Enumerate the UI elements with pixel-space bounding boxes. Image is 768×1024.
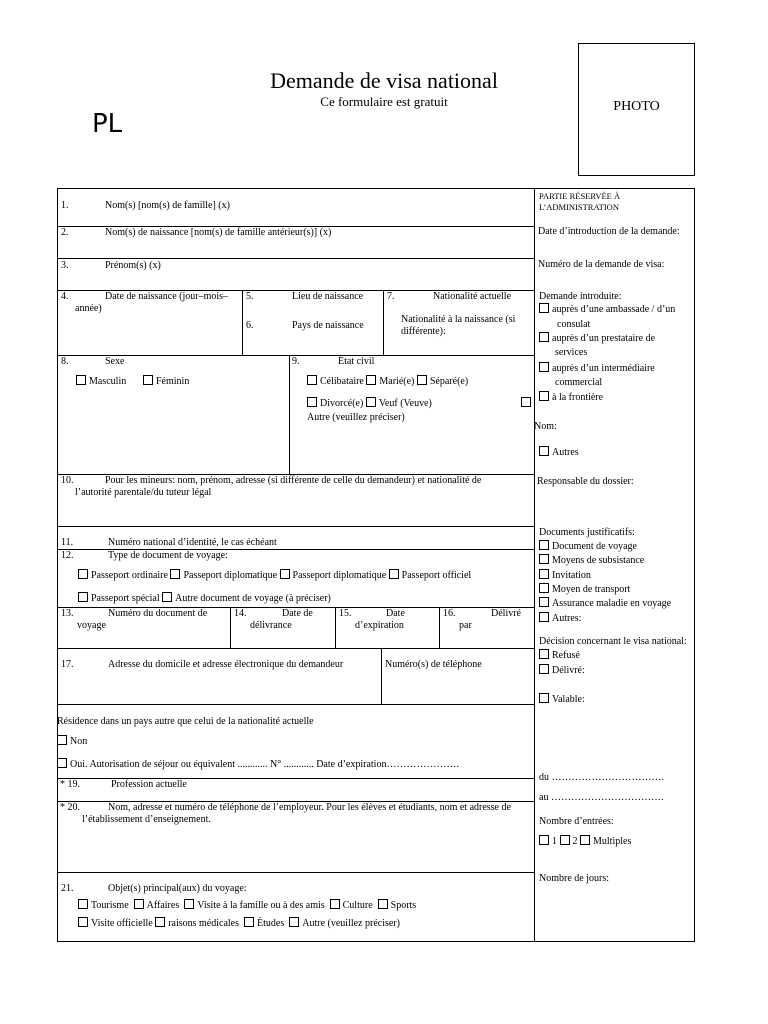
admin-doc-invitation[interactable]: Invitation <box>539 569 591 582</box>
admin-valid-from: du ……………………………. <box>539 772 664 783</box>
field-20-label-cont: l’établissement d’enseignement. <box>82 814 211 825</box>
checkbox[interactable] <box>78 917 88 927</box>
sex-female[interactable]: Féminin <box>143 375 189 388</box>
checkbox[interactable] <box>539 664 549 674</box>
admin-decision-valid[interactable]: Valable: <box>539 693 585 706</box>
checkbox[interactable] <box>78 569 88 579</box>
checkbox[interactable] <box>244 917 254 927</box>
field-13-label: 13. Numéro du document de <box>61 608 208 619</box>
residence-no[interactable]: Non <box>57 735 87 748</box>
checkbox[interactable] <box>539 391 549 401</box>
admin-intro-date: Date d’introduction de la demande: <box>538 226 680 237</box>
purpose-row-2[interactable]: Visite officielle raisons médicales Études Autre (veuillez préciser) <box>78 917 400 930</box>
checkbox[interactable] <box>307 375 317 385</box>
field-16-label: 16. Délivré <box>443 608 521 619</box>
field-20-label: * 20. Nom, adresse et numéro de téléphone de l’employeur. Pour les élèves et étudiants, nom et adresse de <box>60 802 511 813</box>
field-17-label: 17. Adresse du domicile et adresse électronique du demandeur <box>61 659 344 670</box>
field-6-label: 6. Pays de naissance <box>246 320 364 331</box>
field-2-label: 2. Nom(s) de naissance [nom(s) de famille antérieur(s)] (x) <box>61 227 332 238</box>
admin-entries: Nombre d’entrées: <box>539 816 614 827</box>
field-16-label-cont: par <box>459 620 472 631</box>
checkbox[interactable] <box>280 569 290 579</box>
sex-male[interactable]: Masculin <box>76 375 126 388</box>
admin-sub-opt-provider-cont: services <box>555 347 588 358</box>
field-14-label: 14. Date de <box>234 608 313 619</box>
admin-divider <box>534 188 535 942</box>
checkbox[interactable] <box>366 397 376 407</box>
checkbox[interactable] <box>560 835 570 845</box>
field-11-label: 11. Numéro national d’identité, le cas échéant <box>61 537 277 548</box>
admin-sub-opt-intermediary[interactable]: auprès d’un intermédiaire <box>539 362 655 375</box>
field-15-label: 15. Date <box>339 608 405 619</box>
admin-entry-options[interactable]: 1 2 Multiples <box>539 835 631 848</box>
civil-status-other-checkbox[interactable] <box>521 397 531 407</box>
checkbox[interactable] <box>539 446 549 456</box>
admin-nom: Nom: <box>534 421 557 432</box>
admin-sub-opt-intermediary-cont: commercial <box>555 377 603 388</box>
field-12-label: 12. Type de document de voyage: <box>61 550 228 561</box>
checkbox[interactable] <box>539 583 549 593</box>
doc-type-row-2[interactable]: Passeport spécial Autre document de voyage (à préciser) <box>78 592 331 605</box>
residence-label: Résidence dans un pays autre que celui de la nationalité actuelle <box>57 716 314 727</box>
admin-decision-issued[interactable]: Délivré: <box>539 664 585 677</box>
admin-doc-subsistence[interactable]: Moyens de subsistance <box>539 554 644 567</box>
checkbox[interactable] <box>330 899 340 909</box>
checkbox[interactable] <box>78 899 88 909</box>
field-15-label-cont: d’expiration <box>355 620 404 631</box>
admin-responsible: Responsable du dossier: <box>537 476 634 487</box>
field-7-sub: Nationalité à la naissance (si différente): <box>401 314 516 337</box>
field-8-label: 8. Sexe <box>61 356 125 367</box>
civil-status-other: Autre (veuillez préciser) <box>307 412 405 423</box>
field-5-label: 5. Lieu de naissance <box>246 291 364 302</box>
civil-status-row-2[interactable]: Divorcé(e) Veuf (Veuve) <box>307 397 432 410</box>
admin-doc-insurance[interactable]: Assurance maladie en voyage <box>539 597 671 610</box>
checkbox[interactable] <box>539 649 549 659</box>
checkbox[interactable] <box>539 693 549 703</box>
field-21-label: 21. Objet(s) principal(aux) du voyage: <box>61 883 247 894</box>
checkbox[interactable] <box>539 303 549 313</box>
admin-docs: Documents justificatifs: <box>539 527 635 538</box>
field-1-label: 1. Nom(s) [nom(s) de famille] (x) <box>61 200 230 211</box>
admin-decision: Décision concernant le visa national: <box>539 636 687 647</box>
purpose-row-1[interactable]: Tourisme Affaires Visite à la famille ou à des amis Culture Sports <box>78 899 416 912</box>
admin-decision-refused[interactable]: Refusé <box>539 649 580 662</box>
checkbox[interactable] <box>134 899 144 909</box>
admin-doc-other[interactable]: Autres: <box>539 612 581 625</box>
checkbox[interactable] <box>155 917 165 927</box>
checkbox[interactable] <box>539 835 549 845</box>
checkbox[interactable] <box>389 569 399 579</box>
checkbox[interactable] <box>366 375 376 385</box>
checkbox[interactable] <box>539 362 549 372</box>
field-7-label: 7. Nationalité actuelle <box>387 291 512 302</box>
admin-doc-travel[interactable]: Document de voyage <box>539 540 637 553</box>
admin-header-cont: L’ADMINISTRATION <box>539 202 619 212</box>
checkbox[interactable] <box>378 899 388 909</box>
checkbox[interactable] <box>539 597 549 607</box>
admin-sub-opt-border[interactable]: à la frontière <box>539 391 603 404</box>
admin-sub-opt-provider[interactable]: auprès d’un prestataire de <box>539 332 655 345</box>
checkbox[interactable] <box>76 375 86 385</box>
checkbox[interactable] <box>143 375 153 385</box>
checkbox[interactable] <box>57 758 67 768</box>
photo-box <box>578 43 695 176</box>
checkbox[interactable] <box>417 375 427 385</box>
checkbox[interactable] <box>162 592 172 602</box>
checkbox[interactable] <box>539 332 549 342</box>
field-4-label: 4. Date de naissance (jour–mois– <box>61 291 229 302</box>
admin-valid-to: au ……………………………. <box>539 792 664 803</box>
admin-sub-opt-embassy-cont: consulat <box>557 319 591 330</box>
checkbox[interactable] <box>289 917 299 927</box>
doc-type-row-1[interactable]: Passeport ordinaire Passeport diplomatique Passeport diplomatique Passeport officiel <box>78 569 471 582</box>
admin-days: Nombre de jours: <box>539 873 609 884</box>
residence-yes[interactable]: Oui. Autorisation de séjour ou équivalent ............ N° ............ Date d’expiration…………………. <box>57 758 459 771</box>
admin-sub-opt-embassy[interactable]: auprès d’une ambassade / d’un <box>539 303 675 316</box>
checkbox[interactable] <box>307 397 317 407</box>
field-19-label: * 19. Profession actuelle <box>60 779 187 790</box>
admin-header: PARTIE RÉSERVÉE À <box>539 191 621 201</box>
admin-autres[interactable]: Autres <box>539 446 579 459</box>
photo-label: PHOTO <box>613 99 660 114</box>
field-17-phone: Numéro(s) de téléphone <box>385 659 482 670</box>
page-title: Demande de visa national <box>270 68 498 93</box>
checkbox[interactable] <box>539 612 549 622</box>
admin-doc-transport[interactable]: Moyen de transport <box>539 583 630 596</box>
admin-submitted: Demande introduite: <box>539 291 622 302</box>
civil-status-row-1[interactable]: Célibataire Marié(e) Séparé(e) <box>307 375 468 388</box>
admin-app-number: Numéro de la demande de visa: <box>538 259 665 270</box>
checkbox[interactable] <box>57 735 67 745</box>
checkbox[interactable] <box>539 569 549 579</box>
field-3-label: 3. Prénom(s) (x) <box>61 260 161 271</box>
country-code: PL <box>92 109 123 139</box>
page-subtitle: Ce formulaire est gratuit <box>320 94 448 109</box>
field-10-label: 10. Pour les mineurs: nom, prénom, adresse (si différente de celle du demandeur) et nationalité de <box>61 475 482 486</box>
checkbox[interactable] <box>539 554 549 564</box>
field-9-label: 9. État civil <box>292 356 375 367</box>
checkbox[interactable] <box>184 899 194 909</box>
checkbox[interactable] <box>580 835 590 845</box>
checkbox[interactable] <box>78 592 88 602</box>
field-13-label-cont: voyage <box>77 620 106 631</box>
checkbox[interactable] <box>539 540 549 550</box>
checkbox[interactable] <box>170 569 180 579</box>
field-4-label-cont: année) <box>75 303 102 314</box>
field-14-label-cont: délivrance <box>250 620 292 631</box>
field-10-label-cont: l’autorité parentale/du tuteur légal <box>75 487 212 498</box>
